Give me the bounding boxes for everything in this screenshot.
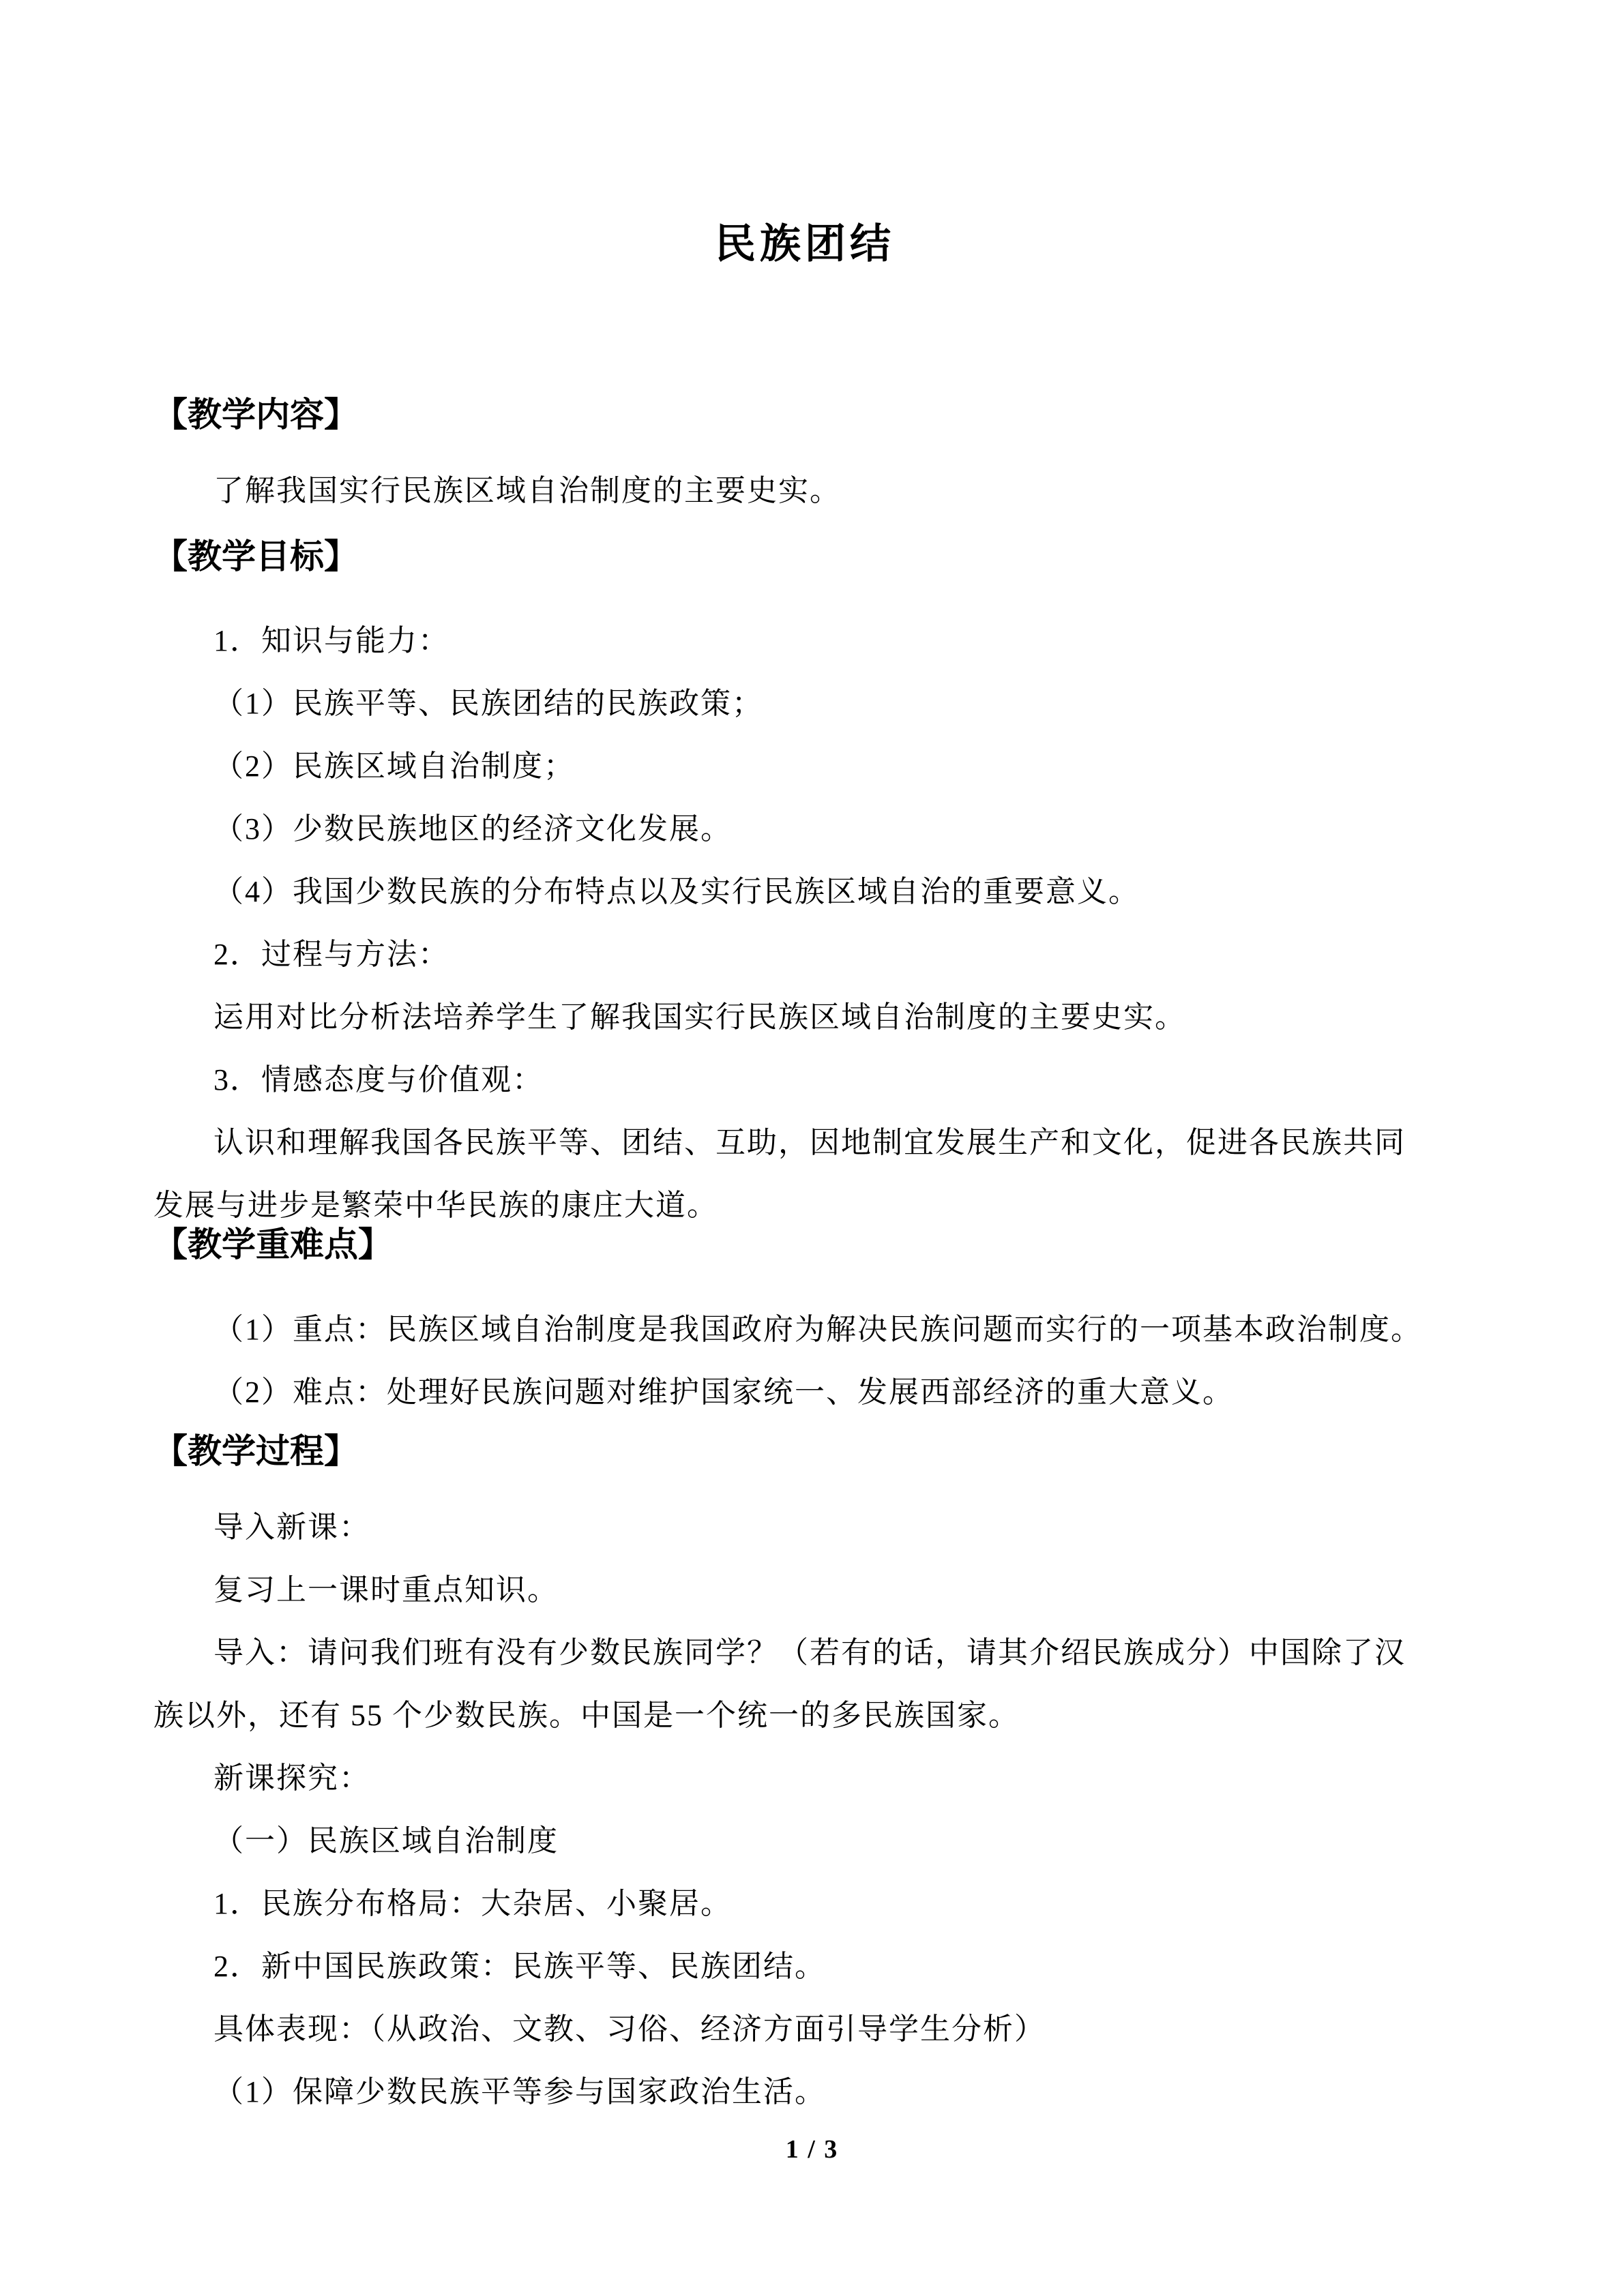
section-heading-teaching-content: 【教学内容】 [153, 396, 358, 434]
para-distribution-pattern: 1．民族分布格局：大杂居、小聚居。 [213, 1887, 732, 1920]
para-objective-item-4: （4）我国少数民族的分布特点以及实行民族区域自治的重要意义。 [213, 875, 1140, 908]
para-new-lesson-exploration: 新课探究： [213, 1761, 370, 1795]
para-objective-item-2: （2）民族区域自治制度； [213, 749, 575, 783]
para-teaching-content-summary: 了解我国实行民族区域自治制度的主要史实。 [213, 474, 841, 507]
para-guarantee-political-participation: （1）保障少数民族平等参与国家政治生活。 [213, 2075, 826, 2108]
document-title: 民族团结 [715, 222, 895, 267]
para-lead-in-new-lesson: 导入新课： [213, 1510, 370, 1544]
para-objective-knowledge-ability: 1．知识与能力： [213, 624, 449, 657]
para-objective-item-1: （1）民族平等、民族团结的民族政策； [213, 687, 763, 720]
para-new-china-ethnic-policy: 2．新中国民族政策：民族平等、民族团结。 [213, 1950, 826, 1983]
para-difficult-point: （2）难点：处理好民族问题对维护国家统一、发展西部经济的重大意义。 [213, 1375, 1234, 1409]
para-process-method-detail: 运用对比分析法培养学生了解我国实行民族区域自治制度的主要史实。 [213, 1000, 1186, 1034]
para-emotion-values-detail-line1: 认识和理解我国各民族平等、团结、互助，因地制宜发展生产和文化，促进各民族共同 [213, 1126, 1406, 1159]
para-objective-process-method: 2．过程与方法： [213, 938, 449, 971]
para-emotion-values-detail-line2: 发展与进步是繁荣中华民族的康庄大道。 [153, 1189, 718, 1222]
para-review-previous-lesson: 复习上一课时重点知识。 [213, 1573, 559, 1607]
para-objective-item-3: （3）少数民族地区的经济文化发展。 [213, 812, 732, 846]
page-number-indicator: 1 / 3 [785, 2135, 839, 2164]
para-key-point: （1）重点：民族区域自治制度是我国政府为解决民族问题而实行的一项基本政治制度。 [213, 1313, 1422, 1346]
para-topic-regional-autonomy: （一）民族区域自治制度 [213, 1824, 559, 1858]
para-objective-emotion-values: 3．情感态度与价值观： [213, 1063, 544, 1097]
para-concrete-manifestation: 具体表现：（从政治、文教、习俗、经济方面引导学生分析） [213, 2012, 1046, 2046]
section-heading-teaching-process: 【教学过程】 [153, 1432, 358, 1470]
para-lead-in-question-line1: 导入：请问我们班有没有少数民族同学？（若有的话，请其介绍民族成分）中国除了汉 [213, 1636, 1406, 1669]
para-lead-in-question-line2: 族以外，还有 55 个少数民族。中国是一个统一的多民族国家。 [153, 1699, 1020, 1732]
section-heading-teaching-objectives: 【教学目标】 [153, 537, 358, 576]
section-heading-key-difficult-points: 【教学重难点】 [153, 1225, 392, 1264]
